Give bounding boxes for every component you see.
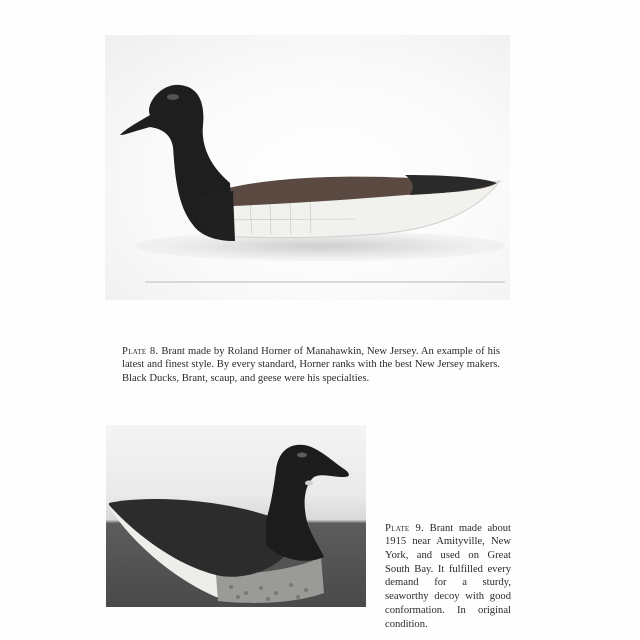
plate-8-photo	[105, 35, 510, 300]
plate-9-label: Plate 9.	[385, 522, 425, 534]
plate-9-caption	[385, 522, 511, 632]
plate-8-label: Plate 8.	[122, 345, 159, 357]
brant-decoy-illustration	[106, 425, 366, 607]
plate-9-photo	[106, 425, 366, 607]
plate-8-caption	[122, 345, 500, 386]
brant-decoy-illustration	[105, 35, 510, 300]
plate-9-caption-text: Brant made about 1915 near Amityville, New York, and used on Great South Bay. It fulfilled every demand for a sturdy, seaworthy decoy with good conformation. In original condition.	[385, 522, 511, 630]
plate-8-caption-text: Brant made by Roland Horner of Manahawkin, New Jersey. An example of his latest and finest style. By every standard, Horner ranks with the best New Jersey makers. Black Ducks, Brant, scaup, and geese were his specialties.	[122, 345, 500, 384]
